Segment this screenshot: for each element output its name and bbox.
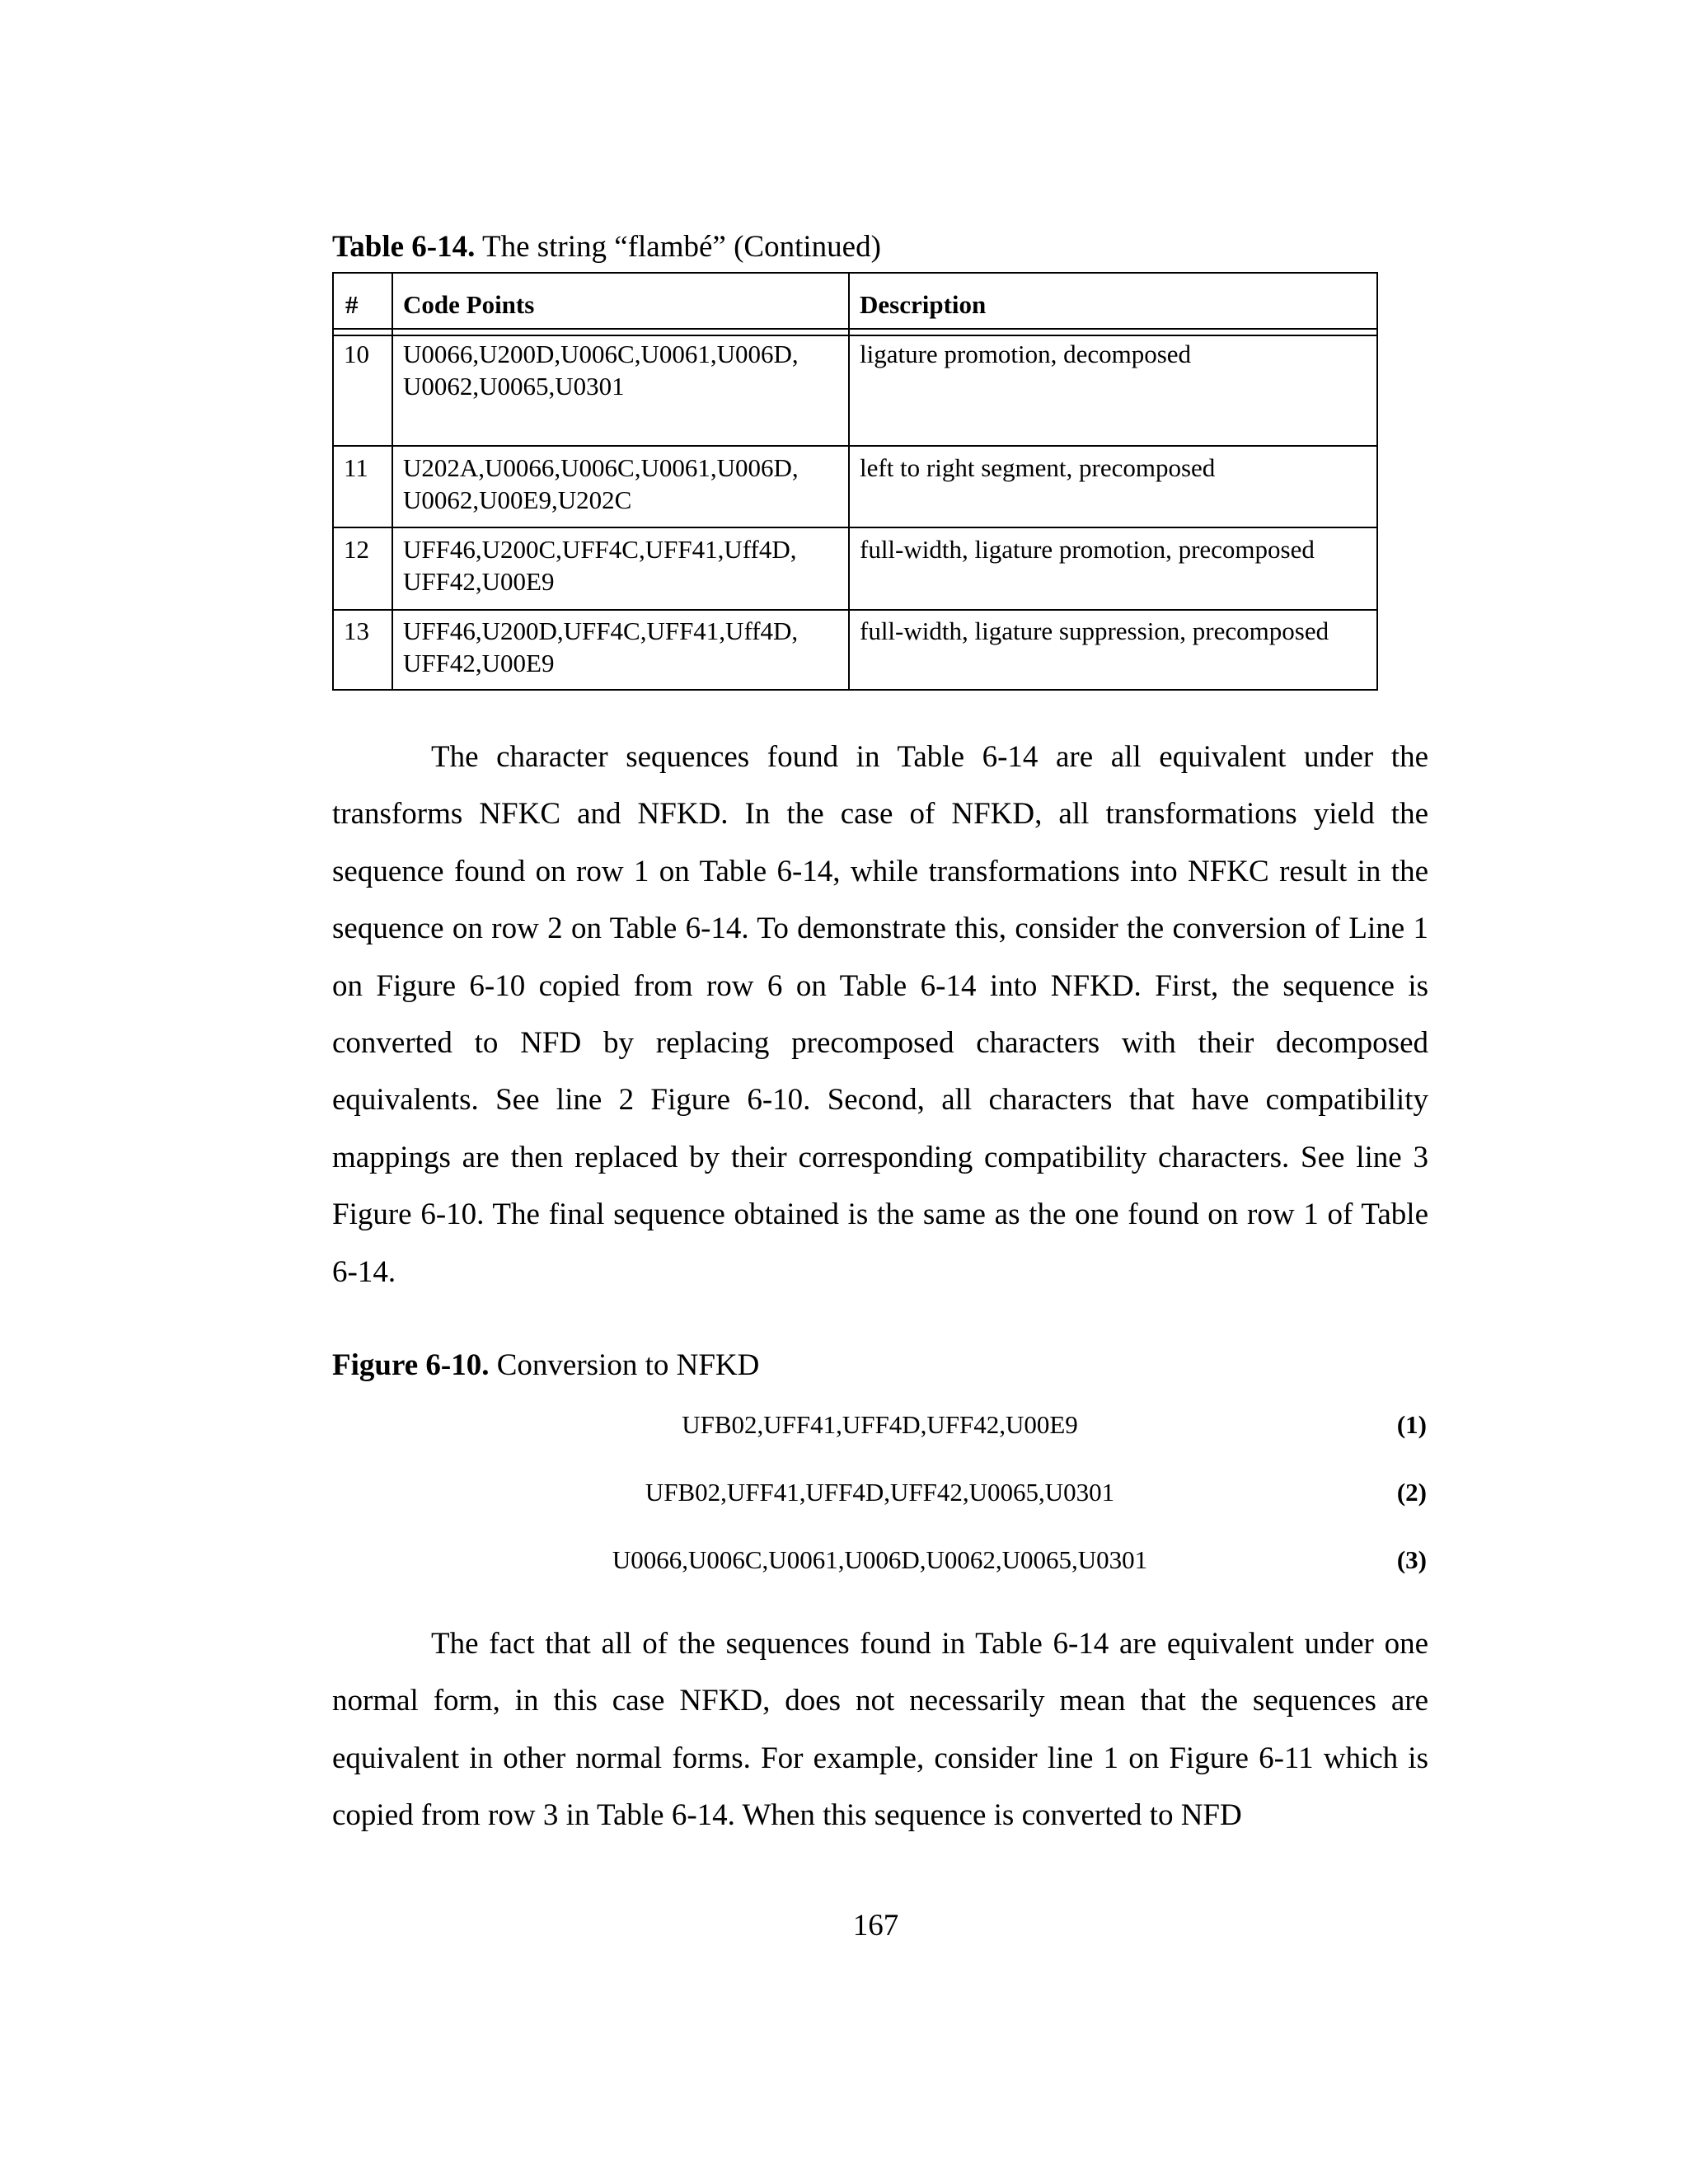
- equation-line: [0, 1476, 1688, 1509]
- row-code-points-line: UFF46,U200D,UFF4C,UFF41,Uff4D,: [403, 616, 799, 645]
- table-caption: [332, 229, 881, 265]
- equation-number: (2): [1396, 1478, 1427, 1507]
- equation-text: UFB02,UFF41,UFF4D,UFF42,U00E9: [682, 1410, 1078, 1439]
- header-rule: [334, 328, 1376, 330]
- row-divider: [334, 445, 1376, 447]
- row-code-points-line: U0062,U00E9,U202C: [403, 485, 632, 514]
- header-description: Description: [860, 290, 987, 319]
- row-code-points-line: U0062,U0065,U0301: [403, 372, 625, 401]
- row-description: full-width, ligature suppression, precomposed: [860, 616, 1329, 645]
- page-number: 167: [852, 1909, 899, 1943]
- body-paragraph: The fact that all of the sequences found in Table 6-14 are equivalent under one normal form, in this case NFKD, does not necessarily mean that the sequences are equivalent in other normal forms. For example, consider line 1 on Figure 6-11 which is copied from row 3 in Table 6-14. When this sequence is converted to NFD: [332, 1627, 1428, 1833]
- table-caption-text: The string “flambé” (Continued): [475, 230, 881, 264]
- figure-caption: [332, 1347, 759, 1384]
- body-paragraph: The character sequences found in Table 6-14 are all equivalent under the transforms NFKC and NFKD. In the case of NFKD, all transformations yield the sequence found on row 1 on Table 6-14, while transformations into NFKC result in the sequence on row 2 on Table 6-14. To demonstrate this, consider the conversion of Line 1 on Figure 6-10 copied from row 6 on Table 6-14 into NFKD. First, the sequence is converted to NFD by replacing precomposed characters with their decomposed equivalents. See line 2 Figure 6-10. Second, all characters that have compatibility mappings are then replaced by their corresponding compatibility characters. See line 3 Figure 6-10. The final sequence obtained is the same as the one found on row 1 of Table 6-14.: [332, 740, 1428, 1289]
- row-description: full-width, ligature promotion, precomposed: [860, 535, 1315, 564]
- figure-caption-text: Conversion to NFKD: [489, 1348, 760, 1382]
- figure-caption-label: Figure 6-10.: [332, 1348, 490, 1382]
- equation-number: (3): [1396, 1545, 1427, 1574]
- row-code-points-line: U202A,U0066,U006C,U0061,U006D,: [403, 453, 799, 482]
- row-divider: [334, 527, 1376, 528]
- code-points-table: [332, 272, 1378, 691]
- row-code-points-line: UFF42,U00E9: [403, 649, 555, 677]
- row-number: 11: [344, 453, 368, 482]
- equation-text: U0066,U006C,U0061,U006D,U0062,U0065,U0301: [612, 1545, 1148, 1574]
- row-number: 12: [344, 535, 369, 564]
- equation-number: (1): [1396, 1410, 1427, 1439]
- row-code-points-line: U0066,U200D,U006C,U0061,U006D,: [403, 340, 799, 368]
- header-rule: [334, 335, 1376, 336]
- row-code-points-line: UFF42,U00E9: [403, 567, 555, 596]
- row-description: left to right segment, precomposed: [860, 453, 1216, 482]
- row-code-points-line: UFF46,U200C,UFF4C,UFF41,Uff4D,: [403, 535, 797, 564]
- header-number: #: [345, 290, 359, 319]
- row-number: 10: [344, 340, 369, 368]
- row-divider: [334, 609, 1376, 611]
- row-number: 13: [344, 616, 369, 645]
- table-caption-label: Table 6-14.: [332, 230, 476, 264]
- equation-line: [0, 1544, 1688, 1577]
- row-description: ligature promotion, decomposed: [860, 340, 1192, 368]
- equation-text: UFB02,UFF41,UFF4D,UFF42,U0065,U0301: [645, 1478, 1115, 1507]
- equation-line: [0, 1408, 1688, 1441]
- header-code-points: Code Points: [403, 290, 535, 319]
